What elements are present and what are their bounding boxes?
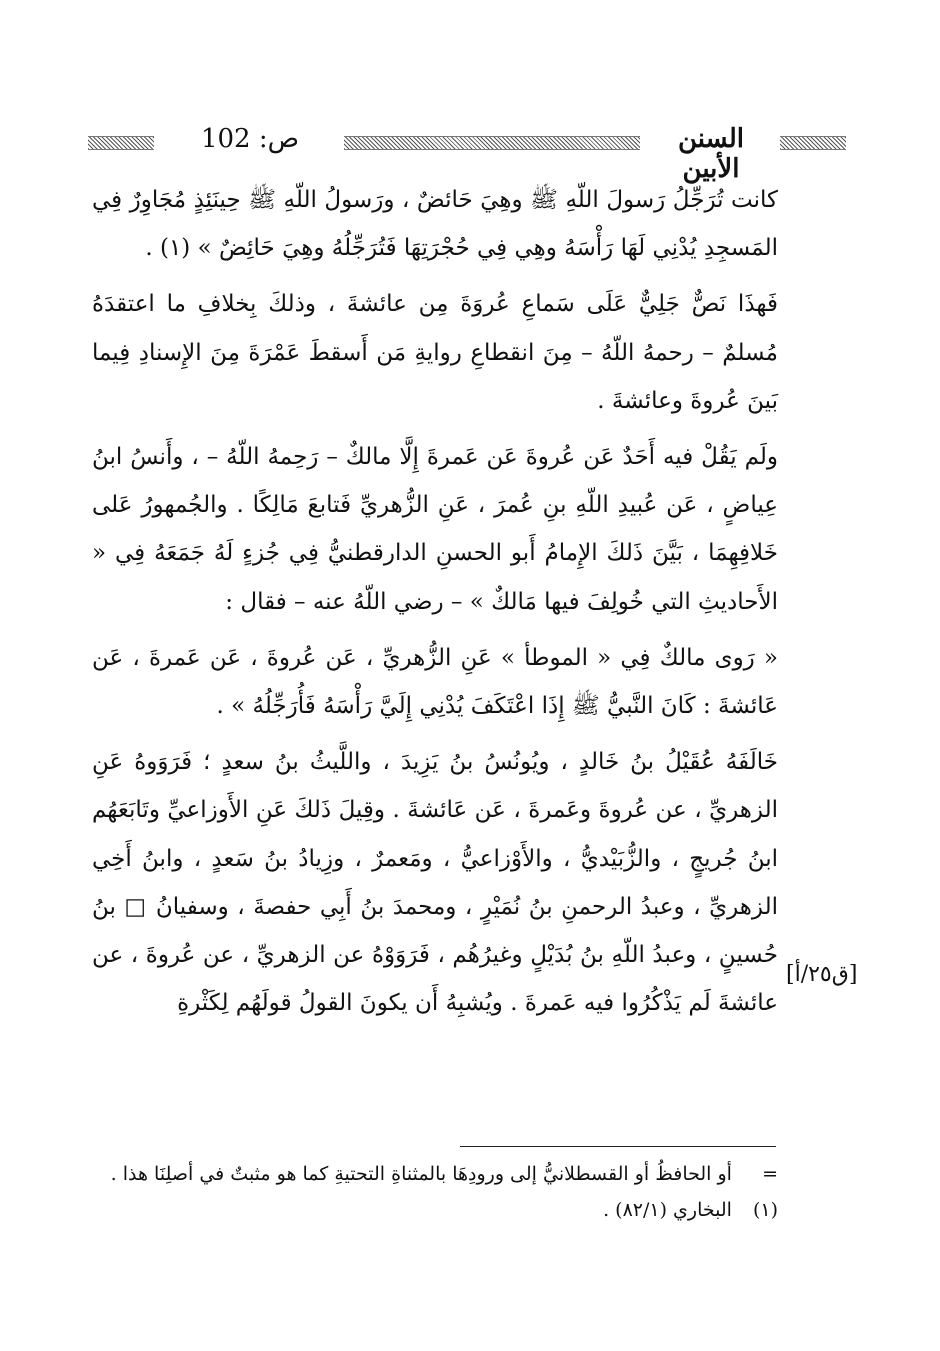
running-header <box>88 122 778 184</box>
paragraph-5: خَالَفَهُ عُقَيْلُ بنُ خَالدٍ ، ويُونُسُ بنُ يَزِيدَ ، واللَّيثُ بنُ سعدٍ ؛ فَرَوَوهُ عَنِ الزهريِّ ، عن عُروةَ وعَمرةَ ، عَن عَائشةَ . وقِيلَ ذَلكَ عَنِ الأَوزاعيِّ وتَابَعَهُم ابنُ جُريجٍ ، والزُّبَيْديُّ ، والأَوْزاعيُّ ، ومَعمرٌ ، وزِيادُ بنُ سَعدٍ ، وابنُ أَخِي الزهريِّ ، وعبدُ الرحمنِ بنُ نُمَيْرٍ ، ومحمدَ بنُ أَبِي حفصةَ ، وسفيانُ □ بنُ حُسينٍ ، وعبدُ اللّهِ بنُ بُدَيْلٍ وغيرُهُم ، فَرَوَوْهُ عن الزهريِّ ، عن عُروةَ ، عن عائشةَ لَم يَذْكُرُوا فيه عَمرةَ . ويُشبِهُ أَن يكونَ القولُ قولَهُم لِكَثْرةِ <box>92 749 778 1017</box>
paragraph-4-quote: « رَوى مالكٌ فِي « الموطأ » عَنِ الزُّهريِّ ، عَن عُروةَ ، عَن عَمرةَ ، عَن عَائشةَ : كَانَ النَّبيُّ ﷺ إِذَا اعْتَكَفَ يُدْنِي إِلَيَّ رَأْسَهُ فَأُرَجِّلُهُ » . <box>92 644 778 720</box>
main-text <box>92 176 778 1035</box>
paragraph-3: ولَم يَقُلْ فيه أَحَدٌ عَن عُروةَ عَن عَمرةَ إِلَّا مالكٌ – رَحِمهُ اللّهُ – ، وأَنسُ ابنُ عِياضٍ ، عَن عُبيدِ اللّهِ بنِ عُمرَ ، عَنِ الزُّهريِّ فَتابعَ مَالِكًا . والجُمهورُ عَلى خَلافِهِمَا ، بَيَّنَ ذَلكَ الإِمامُ أَبو الحسنِ الدارقطنيُّ فِي جُزءٍ لَهُ جَمَعَهُ فِي « الأَحاديثِ التي خُولِفَ فيها مَالكٌ » – رضي اللّهُ عنه – فقال : <box>92 444 778 615</box>
footnote-mark: (١) <box>752 1199 778 1221</box>
book-title: السنن الأبين <box>678 124 744 184</box>
paragraph-1: كانت تُرَجِّلُ رَسولَ اللّهِ ﷺ وهِيَ حَائضٌ ، ورَسولُ اللّهِ ﷺ حِينَئِذٍ مُجَاوِرٌ فِي المَسجِدِ يُدْنِي لَهَا رَأْسَهُ وهِي فِي حُجْرَتِهَا فَتُرَجِّلُهُ وهِيَ حَائِضٌ » (١) . <box>92 187 778 262</box>
footnote-text: البخاري (٨٢/١) . <box>603 1199 732 1221</box>
page-number: ص: 102 <box>200 124 300 154</box>
footnote-divider <box>460 1146 776 1147</box>
manuscript-folio-marker: [ق٢٥/أ] <box>786 962 858 987</box>
header-ornament-middle <box>344 136 640 150</box>
header-ornament-right <box>780 136 846 150</box>
footnotes <box>92 1156 778 1228</box>
paragraph-2: فَهذَا نَصٌّ جَلِيٌّ عَلَى سَماعِ عُروَةَ مِن عائشةَ ، وذلكَ بِخلافِ ما اعتقدَهُ مُسلمٌ – رحمهُ اللّهُ – مِنَ انقطاعِ روايةِ مَن أَسقطَ عَمْرَةَ مِنَ الإِسنادِ فِيما بَينَ عُروةَ وعائشةَ . <box>92 291 778 414</box>
footnote-1 <box>92 1192 778 1228</box>
footnote-continuation <box>92 1156 778 1192</box>
header-ornament-left <box>88 136 154 150</box>
footnote-mark: = <box>762 1163 778 1185</box>
footnote-text: أو الحافظُ أو القسطلانيُّ إلى ورودِهَا بالمثناةِ التحتيةِ كما هو مثبتٌ في أصلِنَا هذا . <box>110 1163 732 1185</box>
